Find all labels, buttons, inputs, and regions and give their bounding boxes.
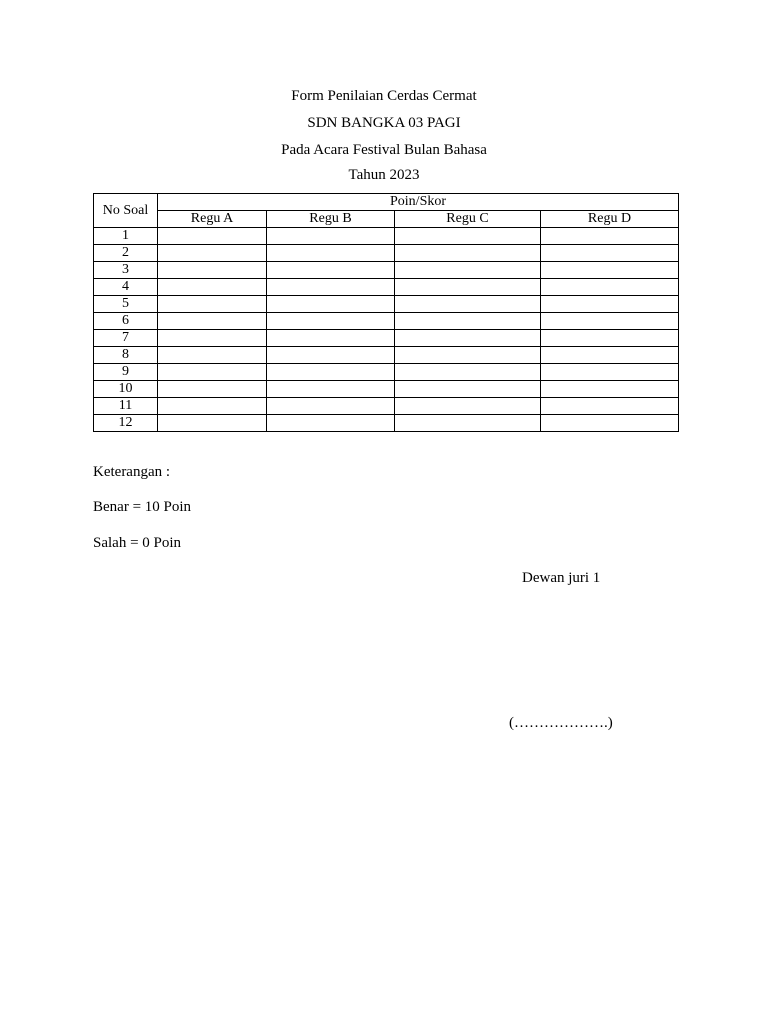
table-row <box>94 398 679 415</box>
score-cell[interactable] <box>267 347 395 364</box>
score-cell[interactable] <box>158 347 267 364</box>
question-number: 2 <box>94 245 158 262</box>
score-cell[interactable] <box>267 296 395 313</box>
score-cell[interactable] <box>541 279 679 296</box>
note-correct: Benar = 10 Poin <box>93 499 192 515</box>
score-cell[interactable] <box>267 330 395 347</box>
event-year: Tahun 2023 <box>348 167 420 183</box>
table-row <box>94 245 679 262</box>
header-regu-d: Regu D <box>541 211 679 228</box>
score-cell[interactable] <box>267 381 395 398</box>
score-cell[interactable] <box>158 330 267 347</box>
header-regu-c: Regu C <box>395 211 541 228</box>
score-cell[interactable] <box>158 296 267 313</box>
score-cell[interactable] <box>541 381 679 398</box>
score-cell[interactable] <box>541 364 679 381</box>
score-cell[interactable] <box>267 245 395 262</box>
score-cell[interactable] <box>158 228 267 245</box>
score-cell[interactable] <box>395 347 541 364</box>
score-cell[interactable] <box>267 398 395 415</box>
question-number: 9 <box>94 364 158 381</box>
score-cell[interactable] <box>541 245 679 262</box>
score-cell[interactable] <box>541 398 679 415</box>
score-cell[interactable] <box>541 228 679 245</box>
header-poin-skor: Poin/Skor <box>158 194 679 211</box>
note-wrong: Salah = 0 Poin <box>93 535 182 551</box>
score-cell[interactable] <box>541 262 679 279</box>
header-no-soal: No Soal <box>94 194 158 228</box>
score-cell[interactable] <box>395 415 541 432</box>
score-cell[interactable] <box>541 347 679 364</box>
score-cell[interactable] <box>267 228 395 245</box>
score-cell[interactable] <box>267 364 395 381</box>
table-row <box>94 262 679 279</box>
score-cell[interactable] <box>541 296 679 313</box>
score-table <box>93 193 679 432</box>
score-cell[interactable] <box>158 415 267 432</box>
question-number: 4 <box>94 279 158 296</box>
score-cell[interactable] <box>395 313 541 330</box>
header-regu-a: Regu A <box>158 211 267 228</box>
question-number: 11 <box>94 398 158 415</box>
table-row <box>94 296 679 313</box>
question-number: 3 <box>94 262 158 279</box>
score-table-body <box>94 228 679 432</box>
form-title: Form Penilaian Cerdas Cermat <box>291 88 477 104</box>
table-row <box>94 279 679 296</box>
score-cell[interactable] <box>158 245 267 262</box>
score-cell[interactable] <box>395 245 541 262</box>
score-cell[interactable] <box>395 398 541 415</box>
question-number: 1 <box>94 228 158 245</box>
signature-placeholder: (……………….) <box>509 715 613 731</box>
question-number: 8 <box>94 347 158 364</box>
table-row <box>94 415 679 432</box>
score-cell[interactable] <box>158 262 267 279</box>
score-cell[interactable] <box>158 313 267 330</box>
score-cell[interactable] <box>158 364 267 381</box>
score-cell[interactable] <box>395 262 541 279</box>
table-row <box>94 313 679 330</box>
table-row <box>94 228 679 245</box>
question-number: 7 <box>94 330 158 347</box>
score-cell[interactable] <box>158 279 267 296</box>
question-number: 12 <box>94 415 158 432</box>
question-number: 10 <box>94 381 158 398</box>
event-name: Pada Acara Festival Bulan Bahasa <box>281 142 487 158</box>
school-name: SDN BANGKA 03 PAGI <box>307 115 461 131</box>
score-cell[interactable] <box>541 313 679 330</box>
score-cell[interactable] <box>267 279 395 296</box>
judge-title: Dewan juri 1 <box>522 570 601 586</box>
question-number: 5 <box>94 296 158 313</box>
score-cell[interactable] <box>541 330 679 347</box>
table-row <box>94 330 679 347</box>
score-cell[interactable] <box>267 415 395 432</box>
table-row <box>94 347 679 364</box>
score-cell[interactable] <box>395 296 541 313</box>
score-cell[interactable] <box>267 313 395 330</box>
score-cell[interactable] <box>541 415 679 432</box>
score-cell[interactable] <box>267 262 395 279</box>
table-row <box>94 381 679 398</box>
notes-label: Keterangan : <box>93 464 171 480</box>
score-cell[interactable] <box>395 330 541 347</box>
score-cell[interactable] <box>395 279 541 296</box>
header-regu-b: Regu B <box>267 211 395 228</box>
score-cell[interactable] <box>395 364 541 381</box>
question-number: 6 <box>94 313 158 330</box>
score-cell[interactable] <box>395 381 541 398</box>
score-cell[interactable] <box>158 398 267 415</box>
score-cell[interactable] <box>158 381 267 398</box>
score-cell[interactable] <box>395 228 541 245</box>
table-row <box>94 364 679 381</box>
